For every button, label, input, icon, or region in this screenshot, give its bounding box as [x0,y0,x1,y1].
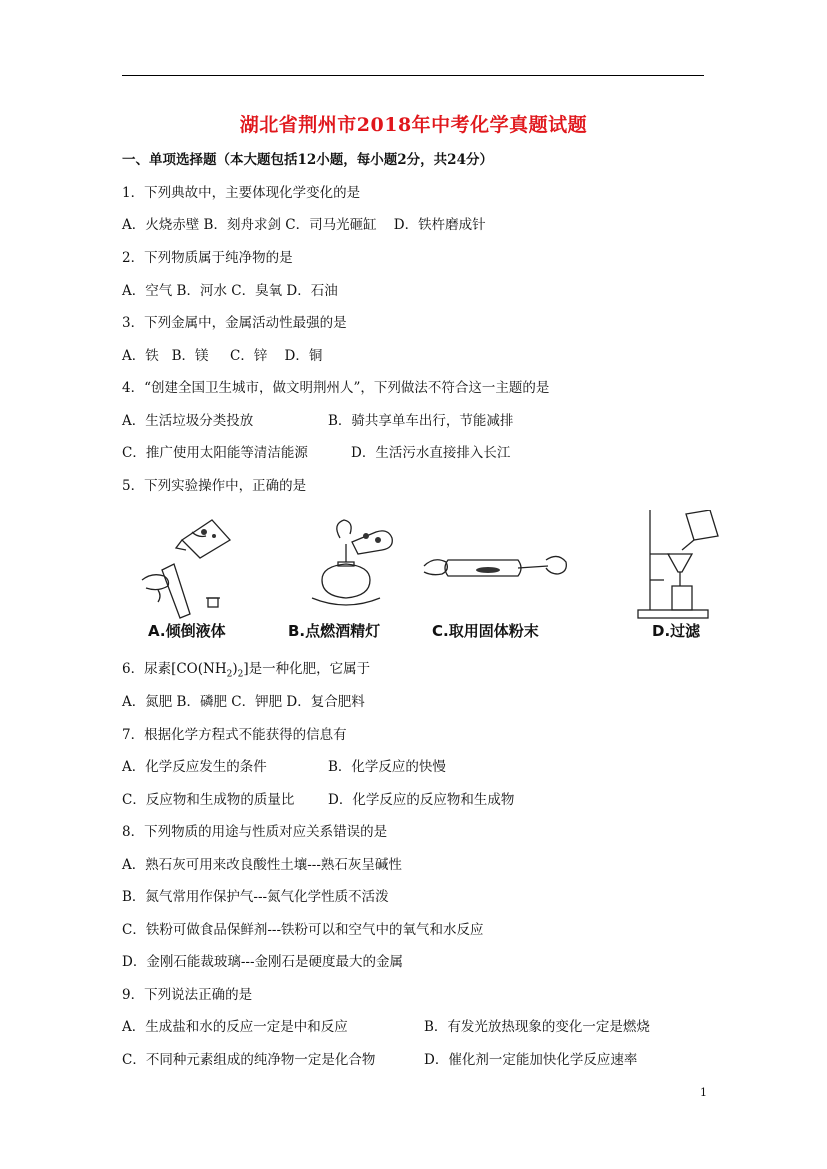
q8-stem: 8．下列物质的用途与性质对应关系错误的是 [122,824,388,840]
q2-stem: 2．下列物质属于纯净物的是 [122,250,293,266]
q6-stem-pre: 6．尿素[CO(NH [122,661,227,677]
pour-liquid-illustration [122,510,272,620]
q6-options: A．氮肥 B．磷肥 C．钾肥 D．复合肥料 [122,694,365,710]
figure-label-a: A.倾倒液体 [148,622,226,640]
q7-option-a: A．化学反应发生的条件 [122,759,267,775]
q6-stem [122,660,370,684]
q6-subscript-1: 2 [226,669,233,680]
figure-take-powder [418,510,578,645]
q8-option-d: D．金刚石能裁玻璃---金刚石是硬度最大的金属 [122,954,404,970]
section-heading: 一、单项选择题（本大题包括12小题，每小题2分，共24分） [122,152,493,168]
q6-subscript-2: 2 [237,669,244,680]
q9-option-a: A．生成盐和水的反应一定是中和反应 [122,1019,348,1035]
q9-option-d: D．催化剂一定能加快化学反应速率 [424,1052,638,1068]
q6-stem-mid: ) [232,661,238,677]
light-lamp-illustration [282,510,432,620]
q1-options: A．火烧赤壁 B．刻舟求剑 C．司马光砸缸 D．铁杵磨成针 [122,217,486,233]
q8-option-c: C．铁粉可做食品保鲜剂---铁粉可以和空气中的氧气和水反应 [122,922,484,938]
page-number: 1 [700,1086,707,1099]
q5-figures [122,510,732,645]
page-title: 湖北省荆州市2018年中考化学真题试题 [239,114,588,136]
q2-options: A．空气 B．河水 C．臭氧 D．石油 [122,283,338,299]
figure-pour-liquid [122,510,272,645]
figure-label-d: D.过滤 [652,622,701,640]
q7-option-d: D．化学反应的反应物和生成物 [328,792,515,808]
q9-option-b: B．有发光放热现象的变化一定是燃烧 [424,1019,650,1035]
filtration-illustration [602,510,732,620]
q3-options: A．铁 B．镁 C．锌 D．铜 [122,348,323,364]
take-powder-illustration [418,510,578,620]
q3-stem: 3．下列金属中，金属活动性最强的是 [122,315,347,331]
q8-option-b: B．氮气常用作保护气---氮气化学性质不活泼 [122,889,389,905]
q4-option-c: C．推广使用太阳能等清洁能源 [122,445,308,461]
figure-label-c: C.取用固体粉末 [432,622,539,640]
q9-option-c: C．不同种元素组成的纯净物一定是化合物 [122,1052,376,1068]
figure-label-b: B.点燃酒精灯 [288,622,381,640]
q5-stem: 5．下列实验操作中，正确的是 [122,478,307,494]
q4-stem: 4．“创建全国卫生城市，做文明荆州人”，下列做法不符合这一主题的是 [122,380,550,396]
figure-light-lamp [282,510,432,645]
header-rule [122,75,704,76]
q6-stem-post: ]是一种化肥，它属于 [243,661,371,677]
q4-option-b: B．骑共享单车出行，节能减排 [328,413,514,429]
q9-stem: 9．下列说法正确的是 [122,987,253,1003]
q8-option-a: A．熟石灰可用来改良酸性土壤---熟石灰呈碱性 [122,857,402,873]
q1-stem: 1．下列典故中，主要体现化学变化的是 [122,185,361,201]
figure-filtration [602,510,732,645]
q4-option-a: A．生活垃圾分类投放 [122,413,254,429]
q7-stem: 7．根据化学方程式不能获得的信息有 [122,727,347,743]
q4-option-d: D．生活污水直接排入长江 [351,445,511,461]
q7-option-b: B．化学反应的快慢 [328,759,446,775]
q7-option-c: C．反应物和生成物的质量比 [122,792,295,808]
